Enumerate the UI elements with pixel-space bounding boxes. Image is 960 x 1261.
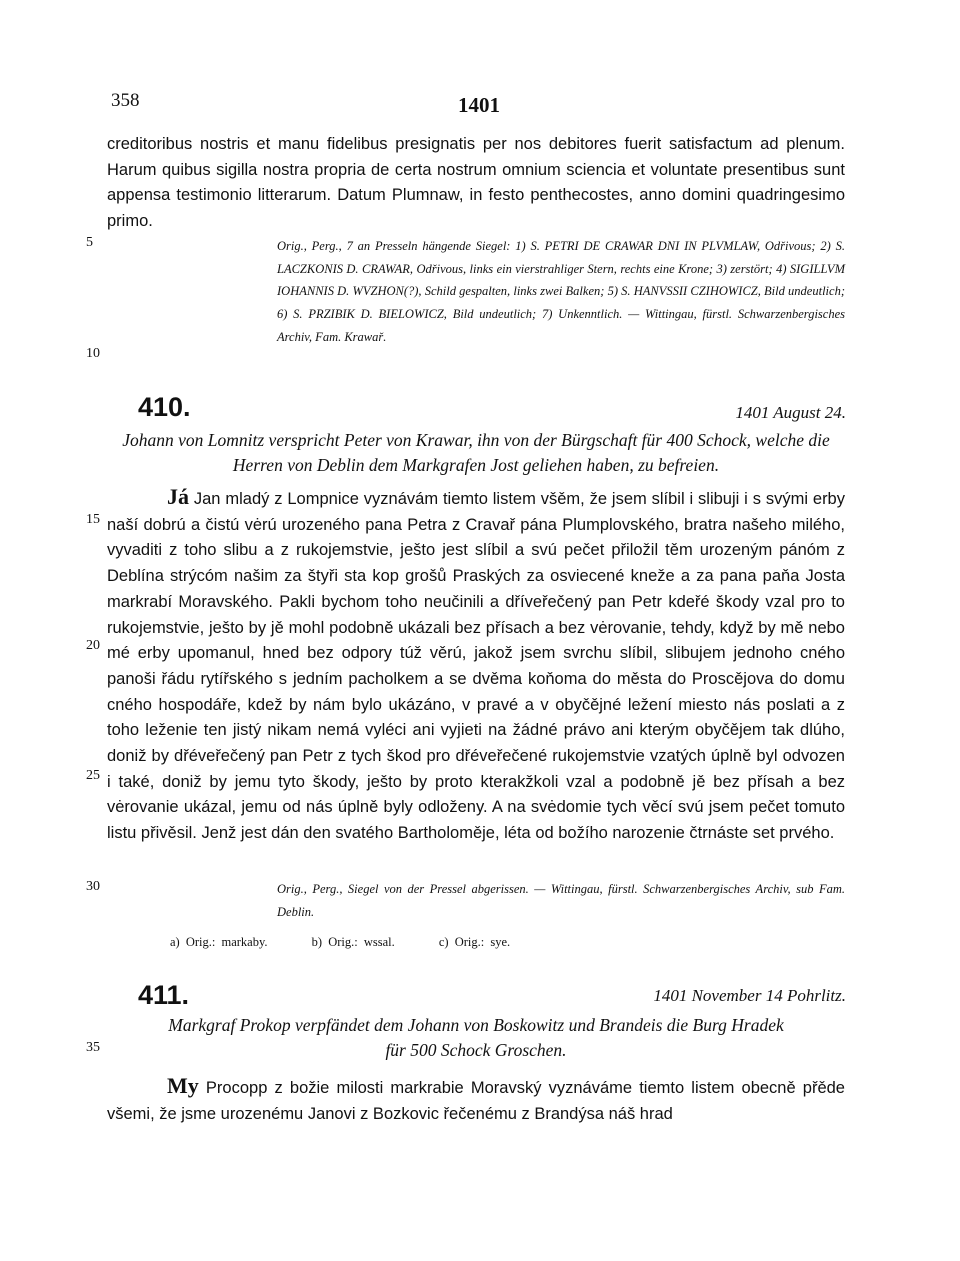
document-date-411: 1401 November 14 Pohrlitz.: [653, 986, 846, 1005]
line-number-15: 15: [86, 512, 100, 527]
seal-description-note: Orig., Perg., 7 an Presseln hängende Siegel: 1) S. PETRI DE CRAWAR DNI IN PLVMLAW, Odřivous; 2) S. LACZKONIS D. CRAWAR, Odřivous, links ein vierstrahliger Stern, rechts eine Krone; 3) zerstört; 4) SIGILLVM IOHANNIS D. WVZHON(?), Schild gespalten, links zwei Balken; 5) S. HANVSSII CZIHOWICZ, Bild undeutlich; 6) S. PRZIBIK D. BIELOWICZ, Bild undeutlich; 7) Unkenntlich. — Wittingau, fürstl. Schwarzenbergisches Archiv, Fam. Krawař.: [277, 239, 845, 344]
initial-411: My: [167, 1073, 199, 1098]
line-number-5: 5: [86, 235, 93, 250]
continued-charter-text: creditoribus nostris et manu fidelibus presignatis per nos debitores fuerit satisfactum ad plenum. Harum quibus sigilla nostra propria de certa nostrum omnium sciencia et voluntate presentibus sunt appensa testimonio litterarum. Datum Plumnaw, in festo penthecostes, anno domini quadringesimo primo.: [107, 135, 845, 231]
archive-note-410: Orig., Perg., Siegel von der Pressel abgerissen. — Wittingau, fürstl. Schwarzenbergisches Archiv, sub Fam. Deblin.: [277, 882, 845, 919]
running-head-year: 1401: [458, 93, 500, 117]
regest-410: Johann von Lomnitz verspricht Peter von Krawar, ihn von der Bürgschaft für 400 Schock, welche die Herren von Deblin dem Markgrafen Jost geliehen haben, zu befreien.: [122, 430, 830, 475]
line-number-30: 30: [86, 879, 100, 894]
regest-411-line2: für 500 Schock Groschen.: [385, 1040, 567, 1060]
charter-text-411: [107, 1073, 845, 1127]
line-number-25: 25: [86, 768, 100, 783]
line-number-10: 10: [86, 346, 100, 361]
charter-text-410: [107, 484, 845, 847]
line-number-20: 20: [86, 638, 100, 653]
footnotes-410: [170, 935, 548, 950]
footnote-a: a) Orig.: markaby.: [170, 935, 268, 949]
document-number-411: 411.: [138, 980, 190, 1010]
line-number-35: 35: [86, 1040, 100, 1055]
regest-411-line1: Markgraf Prokop verpfändet dem Johann von Boskowitz und Brandeis die Burg Hradek: [168, 1015, 784, 1035]
initial-410: Já: [167, 484, 189, 509]
charter-body-410: Jan mladý z Lompnice vyznávám tiemto listem všěm, že jsem slíbil i slibuji i s svými erby naší dobrú a čistú vėrú urozeného pana Petra z Cravař pána Plumplovského, bratra našeho milého, vyvaditi z toho slibu a z rukojemstvie, ješto jest slíbil a svú pečet přiložil těm urozeným pánóm z Deblína strýcóm našim za štyři sta kop grošů Praských za osviecené kneže a za pana paňa Josta markrabí Moravského. Pakli bychom toho neučinili a dříveřečený pan Petr kdeřé škody vzal pro to rukojemstvie, ješto by jě mohl podobně ukázali bez přísach a bez vėrovanie, tehdy, když by mě nebo mé erby upomanul, hned bez odpory túž věrú, jakož jsem svrchu slíbil, slibujem jednoho cného panoši řádu rytířského s jedním pacholkem a se dvěma koňoma do města do Proscějova do domu cného hospodáře, kdež by nám bylo ukázáno, v pravé a v obyčějné ležení miesto nás poslati a z toho leženie ten jistý nikam nemá vyléci ani vyjieti na žádné právo ani kterým obyčějem tak dlúho, doniž by dřéveřečený pan Petr z tych škod pro dřéveřečené rukojemstvie vzatých úplně byl odvozen i také, doniž by jemu tyto škody, ješto by proto kterakžkoli vzal a podobně jě bez přísah a bez vėrovanie ukázal, jemu od nás úplně byly odloženy. A na svėdomie tych věcí svú jsem pečet tomuto listu přivěsil. Jenž jest dán den svatého Bartholoměje, léta od božího narozenie čtrnáste set prvého.: [107, 490, 845, 843]
footnote-c: c) Orig.: sye.: [438, 935, 511, 949]
footnote-b: b) Orig.: wssal.: [311, 935, 395, 949]
page-number: 358: [111, 90, 140, 111]
document-date-410: 1401 August 24.: [735, 403, 846, 422]
charter-body-411: Procopp z božie milosti markrabie Moravský vyznáváme tiemto listem obecně přěde všemi, že jsme urozenému Janovi z Bozkovic řečenému z Brandýsa náš hrad: [107, 1079, 845, 1123]
document-number-410: 410.: [138, 392, 191, 422]
